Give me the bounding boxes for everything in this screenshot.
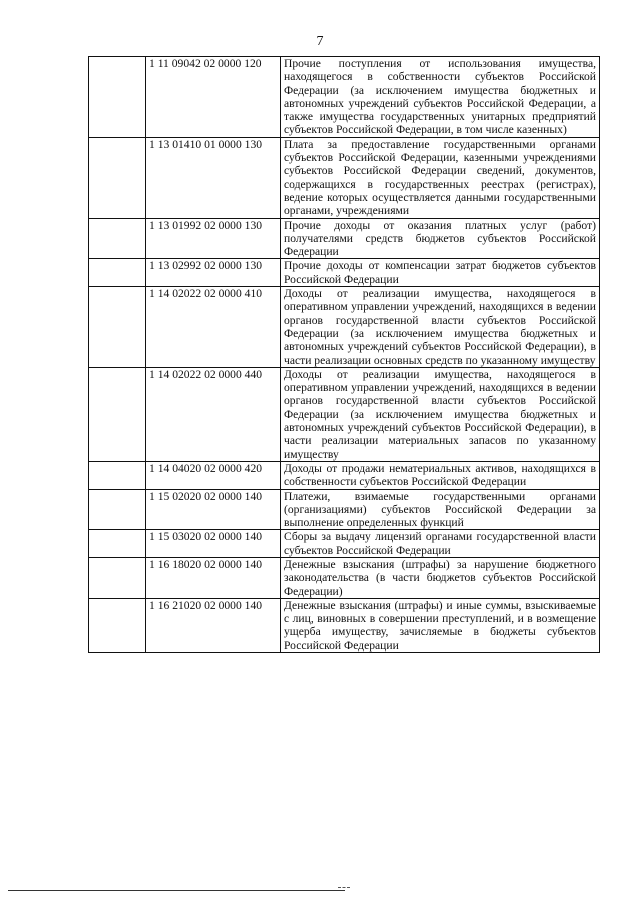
page-number: 7 <box>316 34 324 49</box>
admin-code-cell <box>89 137 146 218</box>
admin-code-cell <box>89 461 146 489</box>
table-row <box>89 489 600 530</box>
admin-code-cell <box>89 489 146 530</box>
budget-classification-code: 1 15 02020 02 0000 140 <box>146 489 281 530</box>
admin-code-cell <box>89 367 146 461</box>
revenue-name: Доходы от реализации имущества, находящегося в оперативном управлении учреждений, находящихся в ведении органов государственной власти субъектов Российской Федерации (за исключением имущества бюджетных и автономных учреждений субъектов Российской Федерации), в части реализации материальных запасов по указанному имуществу <box>281 367 600 461</box>
budget-classification-code: 1 15 03020 02 0000 140 <box>146 530 281 558</box>
table-row <box>89 530 600 558</box>
footer-dash <box>338 887 350 888</box>
budget-classification-code: 1 13 02992 02 0000 130 <box>146 259 281 287</box>
budget-classification-code: 1 16 21020 02 0000 140 <box>146 598 281 652</box>
table-row <box>89 218 600 259</box>
table-row <box>89 461 600 489</box>
admin-code-cell <box>89 598 146 652</box>
revenue-name: Платежи, взимаемые государственными органами (организациями) субъектов Российской Федерации за выполнение определенных функций <box>281 489 600 530</box>
budget-classification-code: 1 14 02022 02 0000 410 <box>146 287 281 368</box>
revenue-name: Плата за предоставление государственными органами субъектов Российской Федерации, казенными учреждениями субъектов Российской Федерации сведений, документов, содержащихся в государственных реестрах (регистрах), ведение которых осуществляется данными государственными органами, учреждениями <box>281 137 600 218</box>
budget-classification-code: 1 14 04020 02 0000 420 <box>146 461 281 489</box>
table-row <box>89 598 600 652</box>
revenue-name: Денежные взыскания (штрафы) за нарушение бюджетного законодательства (в части бюджетов субъектов Российской Федерации) <box>281 557 600 598</box>
admin-code-cell <box>89 259 146 287</box>
admin-code-cell <box>89 218 146 259</box>
table-body <box>89 57 600 653</box>
table-row <box>89 367 600 461</box>
revenue-codes-table <box>88 56 600 653</box>
table-row <box>89 57 600 138</box>
budget-classification-code: 1 13 01410 01 0000 130 <box>146 137 281 218</box>
revenue-name: Прочие доходы от оказания платных услуг (работ) получателями средств бюджетов субъектов Российской Федерации <box>281 218 600 259</box>
admin-code-cell <box>89 557 146 598</box>
admin-code-cell <box>89 530 146 558</box>
revenue-name: Прочие поступления от использования имущества, находящегося в собственности субъектов Российской Федерации (за исключением имущества бюджетных и автономных учреждений субъектов Российской Федерации, а также имущества государственных унитарных предприятий субъектов Российской Федерации, в том числе казенных) <box>281 57 600 138</box>
admin-code-cell <box>89 57 146 138</box>
admin-code-cell <box>89 287 146 368</box>
table-row <box>89 259 600 287</box>
revenue-name: Доходы от продажи нематериальных активов, находящихся в собственности субъектов Российской Федерации <box>281 461 600 489</box>
footer-line <box>8 890 345 891</box>
table-row <box>89 287 600 368</box>
budget-classification-code: 1 11 09042 02 0000 120 <box>146 57 281 138</box>
budget-classification-code: 1 16 18020 02 0000 140 <box>146 557 281 598</box>
budget-classification-code: 1 13 01992 02 0000 130 <box>146 218 281 259</box>
revenue-name: Прочие доходы от компенсации затрат бюджетов субъектов Российской Федерации <box>281 259 600 287</box>
revenue-name: Доходы от реализации имущества, находящегося в оперативном управлении учреждений, находящихся в ведении органов государственной власти субъектов Российской Федерации (за исключением имущества бюджетных и автономных учреждений субъектов Российской Федерации), в части реализации основных средств по указанному имуществу <box>281 287 600 368</box>
budget-classification-code: 1 14 02022 02 0000 440 <box>146 367 281 461</box>
table-row <box>89 137 600 218</box>
table-row <box>89 557 600 598</box>
revenue-name: Денежные взыскания (штрафы) и иные суммы, взыскиваемые с лиц, виновных в совершении преступлений, и в возмещение ущерба имуществу, зачисляемые в бюджеты субъектов Российской Федерации <box>281 598 600 652</box>
revenue-name: Сборы за выдачу лицензий органами государственной власти субъектов Российской Федерации <box>281 530 600 558</box>
